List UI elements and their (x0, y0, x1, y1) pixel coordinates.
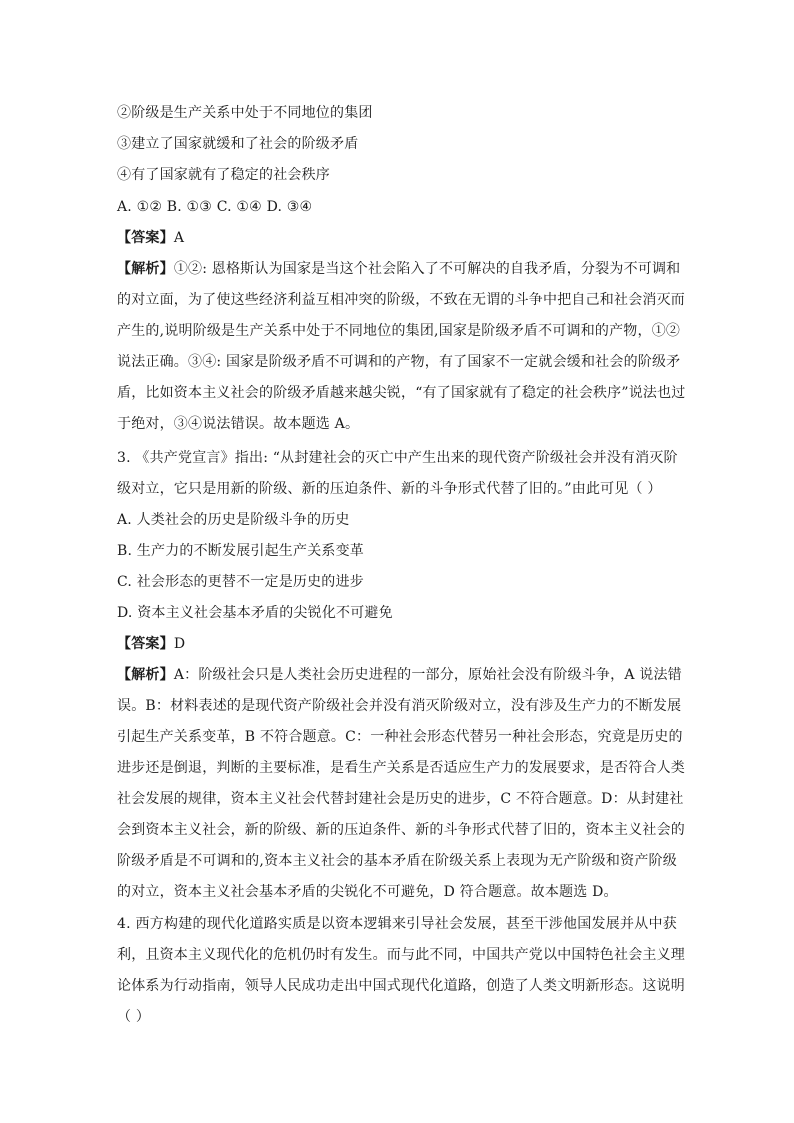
q3-option-c: C. 社会形态的更替不一定是历史的进步 (117, 574, 364, 590)
q3-analysis-line: 进步还是倒退，判断的主要标准，是看生产关系是否适应生产力的发展要求，是否符合人类 (117, 760, 685, 776)
q3-option-b: B. 生产力的不断发展引起生产关系变革 (117, 543, 364, 559)
q2-option-3: ③建立了国家就缓和了社会的阶级矛盾 (117, 136, 359, 152)
q4-stem-line: 4. 西方构建的现代化道路实质是以资本逻辑来引导社会发展，甚至干涉他国发展并从中获 (117, 916, 677, 932)
q2-analysis-line: 【解析】①②: 恩格斯认为国家是当这个社会陷入了不可解决的自我矛盾，分裂为不可调和 (117, 261, 681, 277)
answer-label: 【答案】 (117, 636, 174, 652)
answer-label: 【答案】 (117, 230, 174, 246)
q3-analysis-line: 会到资本主义社会，新的阶级、新的压迫条件、新的斗争形式代替了旧的，资本主义社会的 (117, 822, 685, 838)
q2-analysis-line: 说法正确。③④: 国家是阶级矛盾不可调和的产物，有了国家不一定就会缓和社会的阶级矛 (117, 354, 681, 370)
q3-analysis-line: 阶级矛盾是不可调和的,资本主义社会的基本矛盾在阶级关系上表现为无产阶级和资产阶级 (117, 853, 677, 869)
answer-value: A (173, 230, 185, 246)
q2-answer (117, 229, 677, 247)
q2-choices: A. ①② B. ①③ C. ①④ D. ③④ (117, 199, 313, 215)
q3-stem-line: 3. 《共产党宣言》指出: “从封建社会的灭亡中产生出来的现代资产阶级社会并没有消灭阶 (117, 450, 678, 466)
q2-analysis-line: 的对立面，为了使这些经济利益互相冲突的阶级，不致在无谓的斗争中把自己和社会消灭而 (117, 292, 685, 308)
q2-analysis-line: 于绝对，③④说法错误。故本题选 A。 (117, 416, 360, 432)
q2-option-2: ②阶级是生产关系中处于不同地位的集团 (117, 105, 373, 121)
q2-option-4: ④有了国家就有了稳定的社会秩序 (117, 167, 330, 183)
q3-analysis-line: 社会发展的规律，资本主义社会代替封建社会是历史的进步，C 不符合题意。D：从封建社 (117, 791, 684, 807)
analysis-label: 【解析】 (117, 261, 174, 277)
q3-answer (117, 635, 677, 653)
q3-analysis-line: 引起生产关系变革，B 不符合题意。C：一种社会形态代替另一种社会形态，究竟是历史的 (117, 729, 683, 745)
q3-analysis-line: 误。B：材料表述的是现代资产阶级社会并没有消灭阶级对立，没有涉及生产力的不断发展 (117, 698, 682, 714)
q3-analysis-line: 【解析】A：阶级社会只是人类社会历史进程的一部分，原始社会没有阶级斗争，A 说法错 (117, 667, 682, 683)
q3-option-d: D. 资本主义社会基本矛盾的尖锐化不可避免 (117, 605, 393, 621)
q3-stem-line: 级对立，它只是用新的阶级、新的压迫条件、新的斗争形式代替了旧的。”由此可见（ ） (117, 481, 662, 497)
answer-value: D (173, 636, 186, 652)
q3-option-a: A. 人类社会的历史是阶级斗争的历史 (117, 512, 350, 528)
q4-stem-line: （ ） (117, 1009, 151, 1025)
q3-analysis-line: 的对立，资本主义社会基本矛盾的尖锐化不可避免，D 符合题意。故本题选 D。 (117, 884, 618, 900)
q4-stem-line: 论体系为行动指南，领导人民成功走出中国式现代化道路，创造了人类文明新形态。这说明 (117, 978, 685, 994)
q2-analysis-line: 产生的,说明阶级是生产关系中处于不同地位的集团,国家是阶级矛盾不可调和的产物，①② (117, 323, 681, 339)
q2-analysis-line: 盾，比如资本主义社会的阶级矛盾越来越尖锐，“有了国家就有了稳定的社会秩序”说法也过 (117, 385, 686, 401)
q4-stem-line: 利，且资本主义现代化的危机仍时有发生。而与此不同，中国共产党以中国特色社会主义理 (117, 947, 685, 963)
analysis-label: 【解析】 (117, 667, 174, 683)
